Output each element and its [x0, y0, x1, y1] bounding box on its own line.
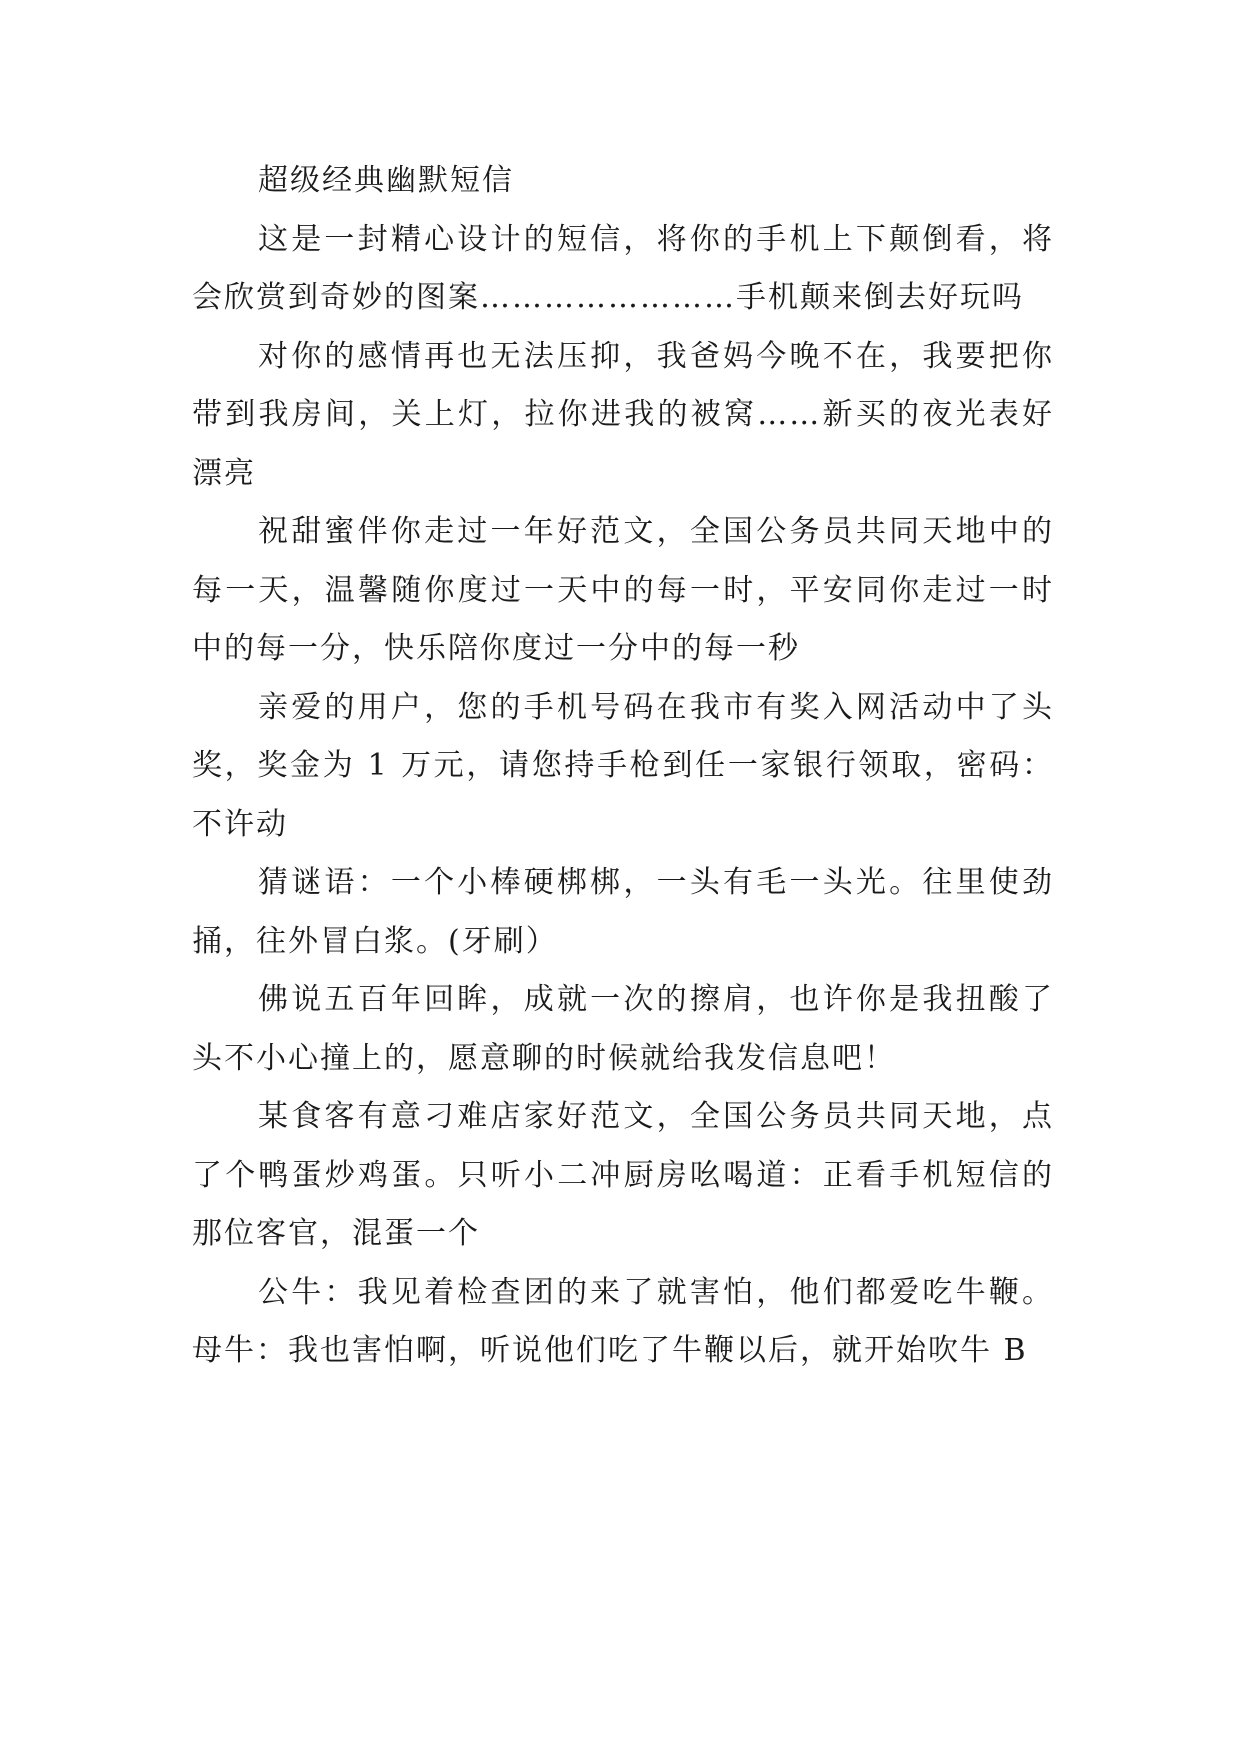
document-title: 超级经典幽默短信	[258, 163, 514, 198]
document-body	[192, 152, 1054, 1381]
paragraph-7: 某食客有意刁难店家好范文，全国公务员共同天地，点了个鸭蛋炒鸡蛋。只听小二冲厨房吆喝道：正看手机短信的那位客官，混蛋一个	[192, 1099, 1054, 1251]
paragraph-2: 对你的感情再也无法压抑，我爸妈今晚不在，我要把你带到我房间，关上灯，拉你进我的被窝……新买的夜光表好漂亮	[192, 338, 1054, 491]
paragraph-5: 猜谜语：一个小棒硬梆梆，一头有毛一头光。往里使劲捅，往外冒白浆。(牙刷）	[192, 865, 1054, 959]
paragraph-8: 公牛：我见着检查团的来了就害怕，他们都爱吃牛鞭。母牛：我也害怕啊，听说他们吃了牛鞭以后，就开始吹牛 B	[192, 1274, 1054, 1368]
paragraph-1: 这是一封精心设计的短信，将你的手机上下颠倒看，将会欣赏到奇妙的图案……………………手机颠来倒去好玩吗	[192, 221, 1054, 315]
paragraph-6: 佛说五百年回眸，成就一次的擦肩，也许你是我扭酸了头不小心撞上的，愿意聊的时候就给我发信息吧！	[192, 982, 1054, 1076]
paragraph-4: 亲爱的用户，您的手机号码在我市有奖入网活动中了头奖，奖金为 1 万元，请您持手枪到任一家银行领取，密码：不许动	[192, 689, 1054, 842]
paragraph-3: 祝甜蜜伴你走过一年好范文，全国公务员共同天地中的每一天，温馨随你度过一天中的每一时，平安同你走过一时中的每一分，快乐陪你度过一分中的每一秒	[192, 514, 1054, 666]
